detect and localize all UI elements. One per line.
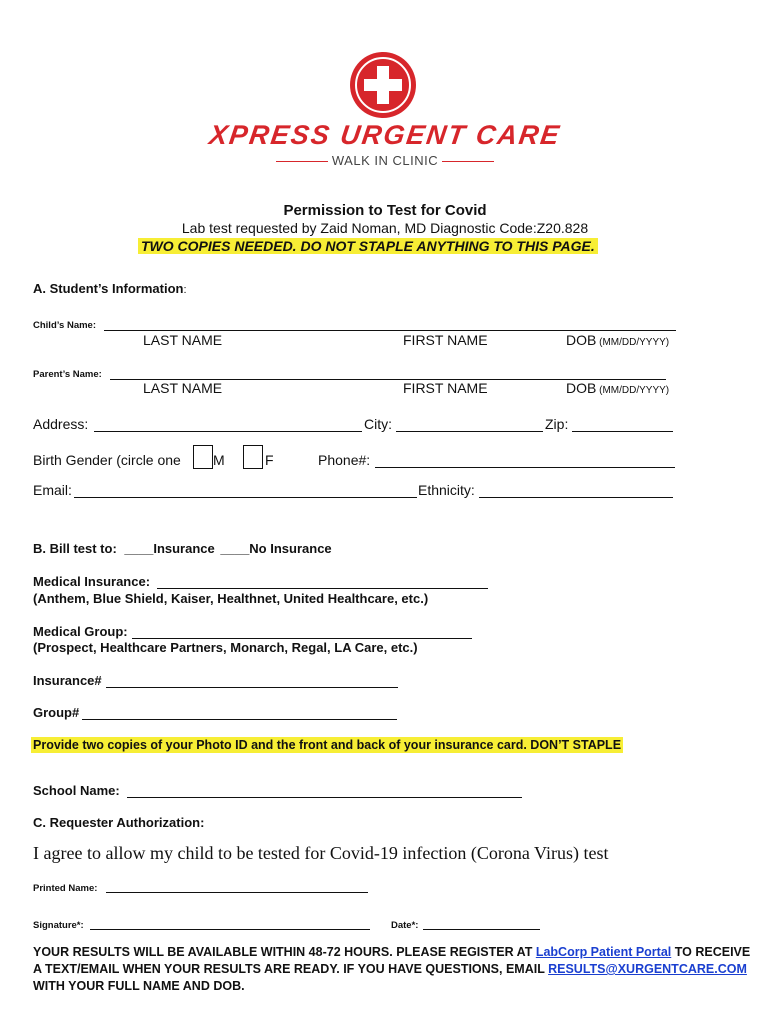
brand-name: XPRESS URGENT CARE: [207, 120, 563, 150]
date-label: Date*:: [391, 920, 419, 931]
lab-requested-line: Lab test requested by Zaid Noman, MD Diagnostic Code:Z20.828: [181, 220, 589, 236]
school-name-field[interactable]: [127, 782, 522, 798]
medical-group-field[interactable]: [132, 623, 472, 639]
child-dob-caption: DOB (MM/DD/YYYY): [566, 332, 670, 348]
insurance-option[interactable]: ____Insurance: [124, 541, 215, 556]
address-label: Address:: [33, 416, 89, 432]
signature-field[interactable]: [90, 917, 370, 930]
gender-m-label: M: [213, 452, 225, 468]
phone-field[interactable]: [375, 452, 675, 468]
red-cross-logo-icon: [348, 50, 418, 120]
parent-name-label: Parent’s Name:: [33, 369, 102, 380]
zip-field[interactable]: [572, 416, 673, 432]
city-label: City:: [364, 416, 392, 432]
email-field[interactable]: [74, 482, 417, 498]
gender-m-checkbox[interactable]: [193, 445, 213, 469]
brand-tagline: WALK IN CLINIC: [0, 153, 770, 168]
child-first-name-caption: FIRST NAME: [403, 332, 488, 348]
bill-test-row: [33, 541, 332, 556]
parent-dob-caption: DOB (MM/DD/YYYY): [566, 380, 670, 396]
photo-id-notice: Provide two copies of your Photo ID and the front and back of your insurance card. DON’T STAPLE: [33, 738, 622, 752]
form-title: Permission to Test for Covid: [283, 202, 487, 219]
insurance-examples: (Anthem, Blue Shield, Kaiser, Healthnet, United Healthcare, etc.): [33, 591, 429, 606]
gender-f-label: F: [265, 452, 274, 468]
printed-name-label: Printed Name:: [33, 883, 98, 894]
insurance-number-field[interactable]: [106, 672, 398, 688]
consent-statement: I agree to allow my child to be tested for Covid-19 infection (Corona Virus) test: [33, 843, 609, 863]
medical-insurance-field[interactable]: [157, 573, 488, 589]
child-name-field[interactable]: [104, 316, 676, 331]
group-number-label: Group#: [33, 705, 80, 720]
zip-label: Zip:: [545, 416, 569, 432]
ethnicity-field[interactable]: [479, 482, 673, 498]
section-a-heading: A. Student’s Information:: [33, 281, 187, 296]
no-insurance-option[interactable]: ____No Insurance: [220, 541, 332, 556]
city-field[interactable]: [396, 416, 543, 432]
medical-group-label: Medical Group:: [33, 624, 128, 639]
medical-insurance-label: Medical Insurance:: [33, 574, 151, 589]
insurance-number-label: Insurance#: [33, 673, 102, 688]
labcorp-portal-link[interactable]: LabCorp Patient Portal: [535, 945, 672, 959]
child-name-label: Child’s Name:: [33, 320, 96, 331]
section-c-heading: C. Requester Authorization:: [33, 815, 205, 830]
copies-warning: TWO COPIES NEEDED. DO NOT STAPLE ANYTHING TO THIS PAGE.: [138, 238, 598, 254]
child-last-name-caption: LAST NAME: [143, 332, 223, 348]
group-examples: (Prospect, Healthcare Partners, Monarch, Regal, LA Care, etc.): [33, 640, 418, 655]
parent-name-field[interactable]: [110, 365, 666, 380]
date-field[interactable]: [423, 917, 540, 930]
phone-label: Phone#:: [318, 452, 371, 468]
printed-name-field[interactable]: [106, 880, 368, 893]
parent-first-name-caption: FIRST NAME: [403, 380, 488, 396]
ethnicity-label: Ethnicity:: [418, 482, 475, 498]
bill-test-label: B. Bill test to:: [33, 541, 117, 556]
parent-last-name-caption: LAST NAME: [143, 380, 223, 396]
gender-f-checkbox[interactable]: [243, 445, 263, 469]
school-name-label: School Name:: [33, 783, 120, 798]
address-field[interactable]: [94, 416, 362, 432]
signature-label: Signature*:: [33, 920, 84, 931]
results-notice: YOUR RESULTS WILL BE AVAILABLE WITHIN 48-72 HOURS. PLEASE REGISTER AT LabCorp Patient Portal TO RECEIVE A TEXT/EMAIL WHEN YOUR RESULTS ARE READY. IF YOU HAVE QUESTIONS, EMAIL RESULTS@XURGENTCARE.COM WITH YOUR FULL NAME AND DOB.: [33, 945, 751, 993]
results-email-link[interactable]: RESULTS@XURGENTCARE.COM: [548, 962, 747, 976]
email-label: Email:: [33, 482, 72, 498]
group-number-field[interactable]: [82, 704, 397, 720]
birth-gender-label: Birth Gender (circle one: [33, 452, 181, 468]
